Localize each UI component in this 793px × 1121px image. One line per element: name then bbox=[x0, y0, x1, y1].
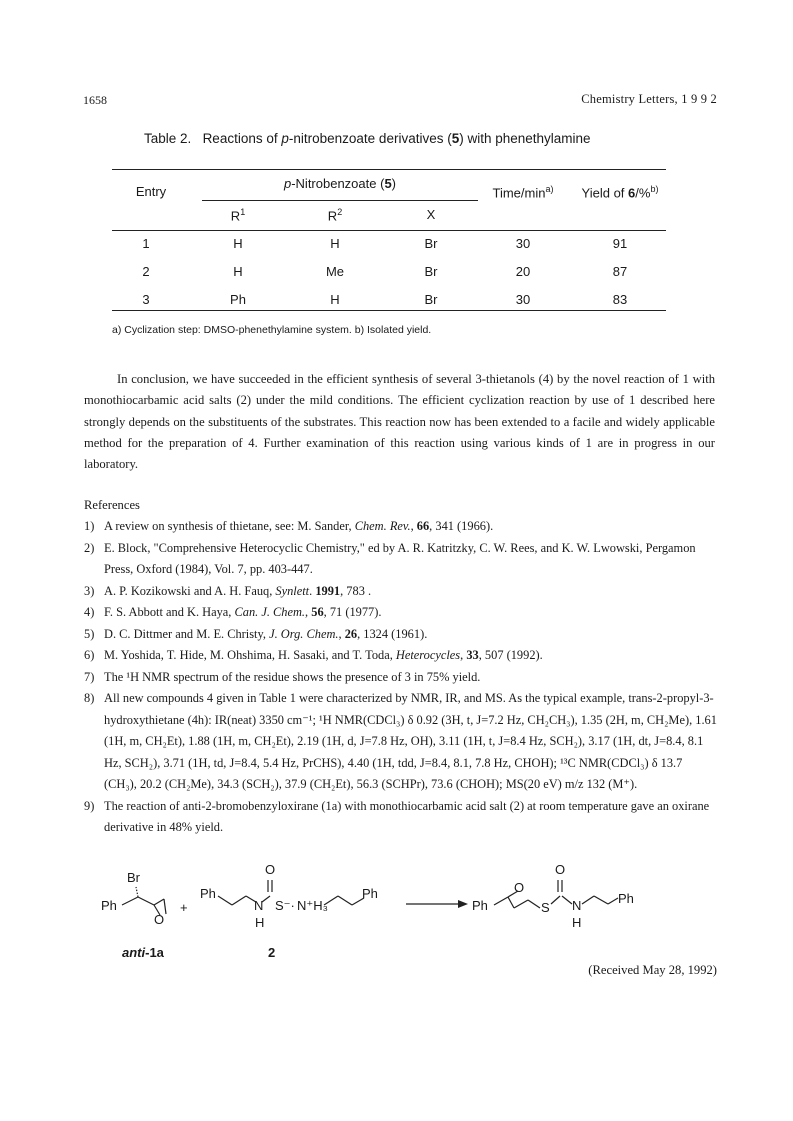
table-cell-x: Br bbox=[424, 236, 438, 251]
header-entry: Entry bbox=[135, 184, 167, 199]
reference-authors: F. S. Abbott and K. Haya, bbox=[104, 605, 235, 619]
reference-journal: Heterocycles bbox=[395, 648, 461, 662]
table-cell-time: 30 bbox=[515, 292, 531, 307]
table-cell-r2: H bbox=[330, 236, 340, 251]
bond bbox=[218, 896, 232, 905]
reference-authors: A. P. Kozikowski and A. H. Fauq, bbox=[104, 583, 276, 598]
atom-label-n: N bbox=[572, 898, 582, 913]
table-cell-entry: 1 bbox=[142, 236, 150, 251]
reference-number: 2) bbox=[84, 540, 95, 555]
table-rule-header bbox=[112, 230, 666, 231]
table-caption-text: Reactions of bbox=[202, 131, 282, 146]
bond bbox=[138, 897, 154, 905]
atom-label-ph: Ph bbox=[101, 898, 117, 913]
received-date: (Received May 28, 1992) bbox=[588, 963, 717, 977]
reference-item bbox=[84, 667, 718, 689]
page-number: 1658 bbox=[83, 93, 107, 107]
reference-number: 6) bbox=[84, 648, 95, 662]
atom-label-ph: Ph bbox=[472, 898, 488, 913]
header-yield-sup: b) bbox=[650, 184, 659, 194]
header-yield-bold: 6 bbox=[628, 185, 636, 201]
reference-sep: , bbox=[338, 626, 345, 641]
reference-authors: A review on synthesis of thietane, see: M. Sander, bbox=[104, 519, 355, 533]
atom-label-ph: Ph bbox=[618, 891, 634, 906]
atom-label-s: S bbox=[541, 900, 550, 915]
bond bbox=[594, 896, 608, 904]
table-caption-italic: p bbox=[281, 131, 289, 146]
table-cell-entry: 3 bbox=[142, 292, 150, 307]
bond bbox=[154, 899, 164, 905]
reference-number: 5) bbox=[84, 626, 95, 641]
references-heading: References bbox=[84, 498, 140, 512]
reference-authors: M. Yoshida, T. Hide, M. Ohshima, H. Sasaki, and T. Toda, bbox=[104, 648, 396, 662]
table-caption-text: -nitrobenzoate derivatives ( bbox=[288, 131, 452, 146]
reference-sep: , bbox=[305, 605, 312, 619]
header-nitrobenzoate-italic: p bbox=[283, 176, 292, 191]
atom-label-h: H bbox=[255, 915, 265, 930]
reference-item bbox=[84, 796, 718, 839]
table-rule-group bbox=[202, 200, 478, 201]
reference-text bbox=[104, 602, 718, 624]
header-nitrobenzoate-bold: 5 bbox=[384, 176, 392, 191]
atom-label-o: O bbox=[265, 862, 276, 877]
reference-item bbox=[84, 581, 718, 603]
table-cell-r2: Me bbox=[325, 264, 345, 279]
bond bbox=[164, 899, 166, 914]
atom-label-nh3: N⁺H₃ bbox=[297, 898, 328, 913]
reference-sep: . bbox=[309, 583, 316, 598]
table-cell-r1: H bbox=[233, 264, 243, 279]
reference-text bbox=[104, 645, 718, 667]
table-cell-time: 20 bbox=[515, 264, 531, 279]
reference-number: 8) bbox=[84, 691, 95, 705]
bond bbox=[528, 900, 540, 908]
reference-journal: J. Org. Chem. bbox=[269, 626, 339, 641]
plus-sign: + bbox=[180, 900, 188, 915]
table-caption-bold: 5 bbox=[451, 131, 460, 146]
atom-label-s: S⁻· bbox=[275, 898, 295, 913]
reaction-scheme bbox=[0, 860, 793, 960]
header-yield-unit: /% bbox=[635, 185, 651, 201]
reference-pages: , 341 (1966). bbox=[429, 519, 494, 533]
table-cell-x: Br bbox=[424, 264, 438, 279]
reference-sep: , bbox=[410, 519, 417, 533]
header-x: X bbox=[426, 207, 436, 222]
bond bbox=[562, 896, 572, 904]
reference-volume: 26 bbox=[344, 626, 358, 641]
bond bbox=[514, 900, 528, 908]
table-cell-yield: 91 bbox=[612, 236, 628, 251]
reference-pages: , 507 (1992). bbox=[478, 648, 543, 662]
compound-label-1a bbox=[122, 945, 164, 960]
reference-item bbox=[84, 516, 718, 538]
reference-volume: 56 bbox=[311, 605, 324, 619]
reference-item bbox=[84, 688, 718, 796]
bond bbox=[338, 896, 352, 905]
header-time-sup: a) bbox=[545, 184, 554, 194]
bond bbox=[582, 896, 594, 904]
header-nitrobenzoate-text: -Nitrobenzoate ( bbox=[291, 176, 385, 191]
reference-number: 1) bbox=[84, 519, 95, 533]
atom-label-ph: Ph bbox=[200, 886, 216, 901]
header-time bbox=[478, 184, 568, 200]
header-r1-text: R bbox=[230, 208, 241, 224]
reference-pages: , 783 . bbox=[340, 583, 372, 598]
header-time-text: Time/min bbox=[492, 185, 546, 201]
reference-authors: D. C. Dittmer and M. E. Christy, bbox=[104, 626, 270, 641]
reference-text bbox=[104, 581, 718, 603]
journal-name: Chemistry Letters, 1 9 9 2 bbox=[581, 92, 717, 106]
table-cell-r2: H bbox=[330, 292, 340, 307]
reference-pages: , 71 (1977). bbox=[323, 605, 382, 619]
atom-label-o: O bbox=[514, 880, 525, 895]
reference-text: The ¹H NMR spectrum of the residue shows the presence of 3 in 75% yield. bbox=[104, 669, 481, 684]
reference-sep: , bbox=[460, 648, 467, 662]
reference-item bbox=[84, 602, 718, 624]
header-yield-text: Yield of bbox=[581, 185, 629, 201]
bond bbox=[608, 898, 618, 904]
table-caption bbox=[144, 131, 591, 146]
reference-text: E. Block, "Comprehensive Heterocyclic Chemistry," ed by A. R. Katritzky, C. W. Rees, and K. W. Lwowski, Pergamon Press, Oxford (1984), Vol. 7, pp. 403-447. bbox=[104, 540, 696, 576]
bond bbox=[232, 896, 246, 905]
reference-text bbox=[104, 624, 718, 646]
reference-item bbox=[84, 645, 718, 667]
header-r2 bbox=[312, 207, 358, 223]
reaction-arrowhead bbox=[458, 900, 468, 908]
reference-pages: , 1324 (1961). bbox=[357, 626, 428, 641]
table-cell-time: 30 bbox=[515, 236, 531, 251]
reference-item bbox=[84, 538, 718, 581]
header-yield bbox=[570, 184, 670, 200]
table-caption-text: ) with phenethylamine bbox=[459, 131, 591, 146]
table-cell-r1: Ph bbox=[230, 292, 246, 307]
table-cell-entry: 2 bbox=[142, 264, 150, 279]
reference-journal: Synlett bbox=[275, 583, 310, 598]
atom-label-n: N bbox=[254, 898, 264, 913]
references-list bbox=[84, 516, 718, 839]
header-r1 bbox=[215, 207, 261, 223]
reference-item bbox=[84, 624, 718, 646]
atom-label-br: Br bbox=[127, 870, 140, 885]
reference-volume: 33 bbox=[466, 648, 479, 662]
reference-number: 7) bbox=[84, 669, 95, 684]
header-r1-sup: 1 bbox=[240, 207, 246, 217]
reference-text: All new compounds 4 given in Table 1 were characterized by NMR, IR, and MS. As the typical example, trans-2-propyl-3-hydroxythietane (4h): IR(neat) 3350 cm⁻¹; ¹H NMR(CDCl₃) δ 0.92 (3H, t, J=7.2 Hz, CH₂CH₃), 1.35 (2H, m, CH₂Me), 1.61 (1H, m, CH₂Et), 1.88 (1H, m, CH₂Et), 2.19 (1H, d, J=7.8 Hz, OH), 3.11 (1H, t, J=8.4 Hz, SCH₂), 3.17 (1H, dt, J=8.4, 8.1 Hz, SCH₂), 3.71 (1H, td, J=8.4, 5.4 Hz, PrCHS), 4.40 (1H, tdd, J=8.4, 8.1, 7.8 Hz, CHOH); ¹³C NMR(CDCl₃) δ 13.7 (CH₃), 20.2 (CH₂Me), 34.3 (SCH₂), 37.9 (CH₂Et), 56.3 (SCHPr), 73.6 (CHOH); MS(20 eV) m/z 132 (M⁺). bbox=[104, 691, 717, 791]
bond bbox=[494, 897, 508, 905]
table-cell-x: Br bbox=[424, 292, 438, 307]
table-cell-yield: 83 bbox=[612, 292, 628, 307]
reference-volume: 1991 bbox=[315, 583, 341, 598]
reference-journal: Can. J. Chem. bbox=[234, 605, 306, 619]
header-nitrobenzoate-text: ) bbox=[391, 176, 397, 191]
header-nitrobenzoate bbox=[202, 176, 478, 191]
reference-volume: 66 bbox=[416, 519, 430, 533]
bond bbox=[136, 887, 138, 897]
table-cell-r1: H bbox=[233, 236, 243, 251]
header-r2-sup: 2 bbox=[337, 207, 343, 217]
atom-label-o: O bbox=[154, 912, 165, 927]
reference-journal: Chem. Rev. bbox=[354, 519, 411, 533]
compound-label-1a-text: -1a bbox=[145, 945, 164, 960]
atom-label-o: O bbox=[555, 862, 566, 877]
table-caption-prefix: Table 2. bbox=[144, 131, 192, 146]
table-cell-yield: 87 bbox=[612, 264, 628, 279]
reference-number: 4) bbox=[84, 605, 95, 619]
reference-number: 3) bbox=[84, 583, 95, 598]
atom-label-h: H bbox=[572, 915, 582, 930]
reference-number: 9) bbox=[84, 798, 95, 813]
atom-label-ph: Ph bbox=[362, 886, 378, 901]
bond bbox=[122, 897, 138, 905]
table-footnote: a) Cyclization step: DMSO-phenethylamine system. b) Isolated yield. bbox=[112, 324, 432, 336]
table-rule-bottom bbox=[112, 310, 666, 311]
reaction-scheme-drawing bbox=[0, 860, 793, 960]
bond bbox=[508, 897, 514, 908]
reference-text: The reaction of anti-2-bromobenzyloxirane (1a) with monothiocarbamic acid salt (2) at room temperature gave an oxirane derivative in 48% yield. bbox=[104, 798, 710, 834]
table-rule-top bbox=[112, 169, 666, 170]
bond bbox=[551, 896, 560, 904]
header-r2-text: R bbox=[327, 208, 338, 224]
compound-label-2: 2 bbox=[268, 945, 276, 960]
compound-label-1a-italic: anti bbox=[122, 945, 146, 960]
conclusion-paragraph: In conclusion, we have succeeded in the efficient synthesis of several 3-thietanols (4) by the novel reaction of 1 with monothiocarbamic acid salts (2) under the mild conditions. The efficient cyclization reaction by use of 1 described here strongly depends on the substituents of the substrates. This reaction now has been extended to a facile and widely applicable method for the preparation of 4. Further examination of this reaction using various kinds of 1 are in progress in our laboratory. bbox=[84, 372, 715, 472]
reference-text bbox=[104, 516, 718, 538]
